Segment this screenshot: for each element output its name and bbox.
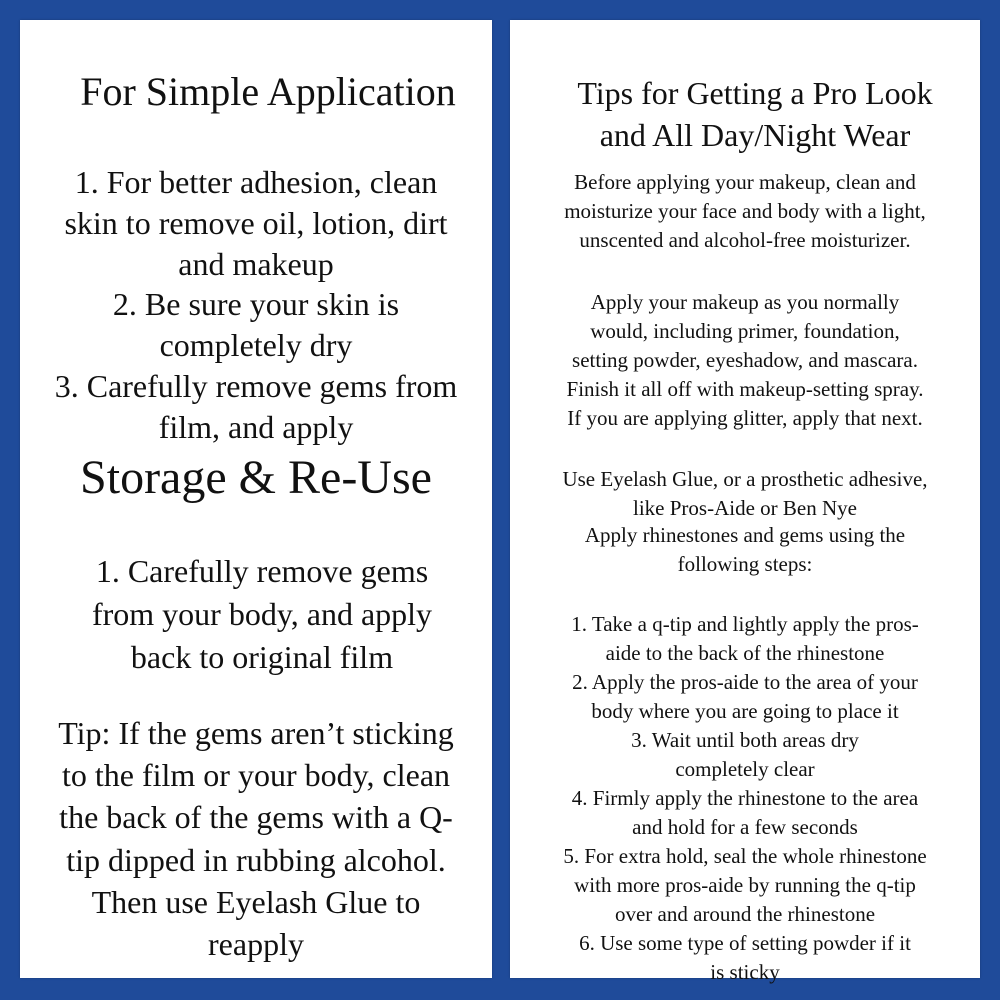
simple-step-line: 3. Carefully remove gems from <box>54 367 458 404</box>
step-line: 6. Use some type of setting powder if it <box>579 931 911 955</box>
paragraph-line: like Pros-Aide or Ben Nye <box>633 496 857 520</box>
simple-step-line: 2. Be sure your skin is <box>112 286 400 323</box>
paragraph-line: would, including primer, foundation, <box>590 319 900 343</box>
step-line: over and around the rhinestone <box>614 902 876 926</box>
paragraph-line: following steps: <box>677 552 813 576</box>
step-line: with more pros-aide by running the q-tip <box>574 873 916 897</box>
storage-step-line: from your body, and apply <box>91 596 433 632</box>
step-line: and hold for a few seconds <box>632 815 858 839</box>
prep-paragraph <box>510 168 980 255</box>
tip-line: the back of the gems with a Q- <box>59 799 453 836</box>
paragraph-line: If you are applying glitter, apply that next. <box>567 406 923 430</box>
paragraph-line: Finish it all off with makeup-setting spray. <box>566 377 924 401</box>
storage-step-line: 1. Carefully remove gems <box>95 553 429 589</box>
simple-step-line: film, and apply <box>158 408 354 445</box>
simple-step-line: and makeup <box>178 245 334 282</box>
tip-line: to the film or your body, clean <box>61 757 451 794</box>
tip-line: reapply <box>208 926 304 963</box>
step-line: body where you are going to place it <box>591 699 899 723</box>
simple-application-heading: For Simple Application <box>80 69 456 114</box>
paragraph-line: Use Eyelash Glue, or a prosthetic adhesive, <box>562 467 928 491</box>
pro-look-heading-line: and All Day/Night Wear <box>599 117 911 153</box>
paragraph-line: moisturize your face and body with a light, <box>564 199 926 223</box>
step-line: completely clear <box>675 757 815 781</box>
tip-line: Tip: If the gems aren’t sticking <box>58 715 454 751</box>
step-line: 1. Take a q-tip and lightly apply the pros- <box>571 612 919 636</box>
step-line: is sticky <box>710 960 780 984</box>
simple-step-line: 1. For better adhesion, clean <box>74 164 438 200</box>
adhesive-paragraph <box>510 465 980 523</box>
apply-intro-paragraph <box>510 521 980 579</box>
step-line: aide to the back of the rhinestone <box>605 641 885 665</box>
paragraph-line: Apply rhinestones and gems using the <box>584 523 906 547</box>
tip-text <box>20 712 492 965</box>
pro-look-heading <box>510 72 980 156</box>
step-line: 3. Wait until both areas dry <box>631 728 859 752</box>
tip-line: tip dipped in rubbing alcohol. <box>66 841 446 878</box>
makeup-paragraph <box>510 288 980 433</box>
simple-step-line: skin to remove oil, lotion, dirt <box>64 204 448 241</box>
paragraph-line: Before applying your makeup, clean and <box>574 170 916 194</box>
step-line: 4. Firmly apply the rhinestone to the area <box>571 786 919 810</box>
pro-look-heading-line: Tips for Getting a Pro Look <box>577 75 933 111</box>
storage-reuse-heading: Storage & Re-Use <box>80 451 432 504</box>
left-instruction-card <box>20 20 492 978</box>
paragraph-line: unscented and alcohol-free moisturizer. <box>579 228 911 252</box>
paragraph-line: Apply your makeup as you normally <box>590 290 900 314</box>
tip-line: Then use Eyelash Glue to <box>91 883 421 920</box>
rhinestone-steps <box>510 610 980 987</box>
storage-reuse-steps <box>20 550 492 679</box>
right-tips-card <box>510 20 980 984</box>
step-line: 5. For extra hold, seal the whole rhinestone <box>563 844 927 868</box>
storage-step-line: back to original film <box>130 639 394 675</box>
step-line: 2. Apply the pros-aide to the area of your <box>572 670 918 694</box>
simple-step-line: completely dry <box>159 327 353 364</box>
paragraph-line: setting powder, eyeshadow, and mascara. <box>572 348 918 372</box>
simple-application-steps <box>20 162 492 448</box>
